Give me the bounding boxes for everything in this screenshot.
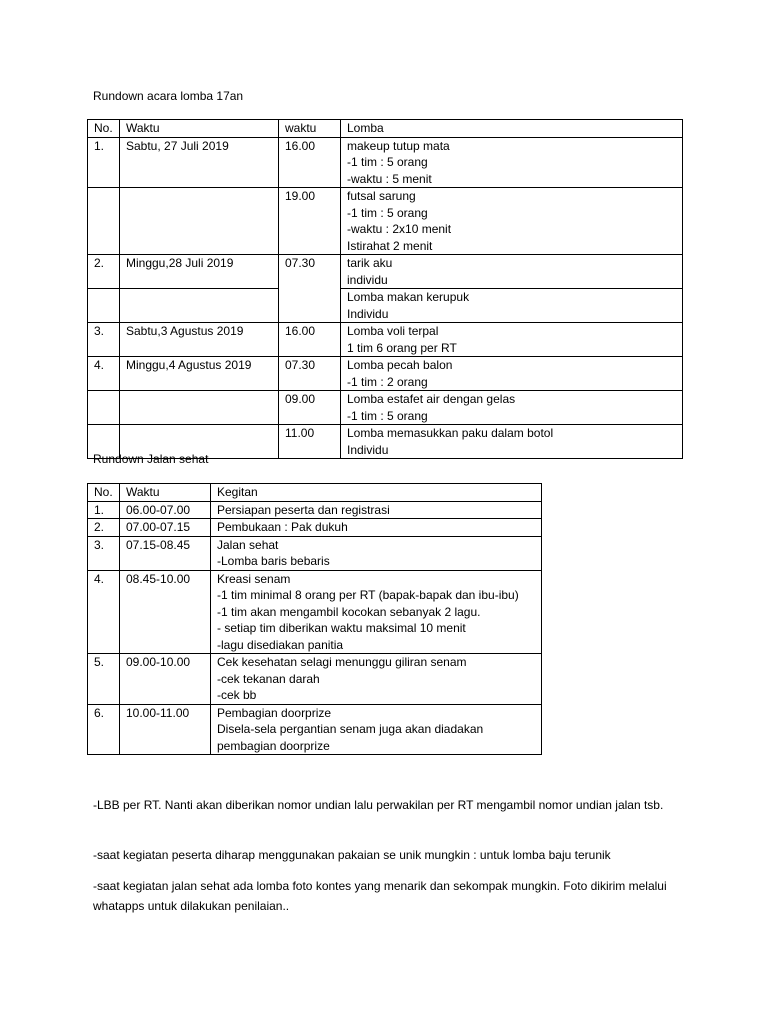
cell-line: tarik aku <box>347 256 393 270</box>
cell-line: -waktu : 2x10 menit <box>347 222 452 236</box>
lomba-header-row <box>88 120 683 138</box>
cell-line: futsal sarung <box>347 189 416 203</box>
cell-lomba <box>341 425 683 459</box>
cell-waktu: 08.45-10.00 <box>120 570 211 654</box>
cell-no <box>88 289 120 323</box>
cell-line: -cek tekanan darah <box>217 671 320 686</box>
cell-tanggal <box>120 289 279 323</box>
cell-line: Individu <box>347 442 389 457</box>
cell-tanggal: Sabtu, 27 Juli 2019 <box>120 137 279 188</box>
cell-no: 2. <box>88 519 120 537</box>
cell-jam: 09.00 <box>279 391 341 425</box>
cell-jam: 07.30 <box>279 255 341 323</box>
jalan-sehat-header-row <box>88 484 542 502</box>
cell-line: Istirahat 2 menit <box>347 238 433 253</box>
cell-line: Pembagian doorprize <box>217 705 332 720</box>
header-no: No. <box>88 484 120 502</box>
cell-lomba <box>341 357 683 391</box>
note-paragraph: -saat kegiatan peserta diharap menggunakan pakaian se unik mungkin : untuk lomba baju terunik <box>93 848 611 862</box>
cell-line: Kreasi senam <box>217 571 291 586</box>
cell-tanggal <box>120 188 279 255</box>
table-row <box>88 323 683 357</box>
cell-line: Persiapan peserta dan registrasi <box>217 502 390 517</box>
cell-tanggal <box>120 391 279 425</box>
cell-line: -Lomba baris bebaris <box>217 554 330 568</box>
cell-kegiatan <box>211 704 542 755</box>
cell-no: 1. <box>88 137 120 188</box>
cell-no: 3. <box>88 536 120 570</box>
cell-kegiatan <box>211 654 542 705</box>
cell-kegiatan <box>211 570 542 654</box>
cell-kegiatan <box>211 536 542 570</box>
cell-tanggal: Sabtu,3 Agustus 2019 <box>120 323 279 357</box>
cell-line: Individu <box>347 306 389 321</box>
cell-line: -1 tim : 5 orang <box>347 155 428 169</box>
cell-jam: 11.00 <box>279 425 341 459</box>
cell-line: -1 tim akan mengambil kocokan sebanyak 2 lagu. <box>217 604 481 619</box>
cell-waktu: 07.00-07.15 <box>120 519 211 537</box>
table-row <box>88 704 542 755</box>
cell-line: Lomba pecah balon <box>347 358 453 372</box>
cell-lomba <box>341 323 683 357</box>
cell-line: Lomba estafet air dengan gelas <box>347 392 516 406</box>
cell-kegiatan <box>211 519 542 537</box>
note-paragraph: -saat kegiatan jalan sehat ada lomba foto kontes yang menarik dan sekompak mungkin. Foto dikirim melalui whatapps untuk dilakukan penilaian.. <box>93 879 667 913</box>
note-paragraph: -LBB per RT. Nanti akan diberikan nomor undian lalu perwakilan per RT mengambil nomor undian jalan tsb. <box>93 798 664 812</box>
table-row <box>88 536 542 570</box>
table-row <box>88 391 683 425</box>
cell-no: 4. <box>88 570 120 654</box>
header-waktu: Waktu <box>120 120 279 138</box>
lomba-title: Rundown acara lomba 17an <box>93 89 244 103</box>
cell-line: - setiap tim diberikan waktu maksimal 10 menit <box>217 621 466 635</box>
header-waktu: Waktu <box>120 484 211 502</box>
cell-line: -lagu disediakan panitia <box>217 637 344 652</box>
table-row <box>88 188 683 255</box>
cell-line: Cek kesehatan selagi menunggu giliran senam <box>217 655 467 669</box>
cell-lomba <box>341 289 683 323</box>
header-no: No. <box>88 120 120 138</box>
table-row <box>88 137 683 188</box>
cell-lomba <box>341 137 683 188</box>
cell-no: 2. <box>88 255 120 289</box>
cell-line: makeup tutup mata <box>347 138 450 153</box>
cell-no: 4. <box>88 357 120 391</box>
jalan-sehat-table <box>87 483 542 755</box>
cell-lomba <box>341 188 683 255</box>
cell-line: Pembukaan : Pak dukuh <box>217 520 348 534</box>
cell-line: Lomba memasukkan paku dalam botol <box>347 426 554 440</box>
cell-jam: 16.00 <box>279 137 341 188</box>
table-row <box>88 255 683 289</box>
table-row <box>88 357 683 391</box>
cell-line: -1 tim : 5 orang <box>347 205 428 220</box>
cell-waktu: 07.15-08.45 <box>120 536 211 570</box>
cell-line: Jalan sehat <box>217 537 279 552</box>
jalan-sehat-title: Rundown Jalan sehat <box>93 452 209 466</box>
table-row <box>88 654 542 705</box>
table-row <box>88 501 542 519</box>
cell-line: Disela-sela pergantian senam juga akan diadakan pembagian doorprize <box>217 722 484 753</box>
table-row <box>88 570 542 654</box>
cell-line: -1 tim minimal 8 orang per RT (bapak-bapak dan ibu-ibu) <box>217 588 519 602</box>
cell-line: -1 tim : 2 orang <box>347 374 428 389</box>
cell-line: 1 tim 6 orang per RT <box>347 340 457 355</box>
cell-no: 1. <box>88 501 120 519</box>
cell-line: individu <box>347 272 388 287</box>
cell-kegiatan <box>211 501 542 519</box>
cell-jam: 07.30 <box>279 357 341 391</box>
cell-jam: 16.00 <box>279 323 341 357</box>
cell-line: -cek bb <box>217 688 257 702</box>
cell-line: -1 tim : 5 orang <box>347 408 428 423</box>
cell-waktu: 09.00-10.00 <box>120 654 211 705</box>
cell-no: 5. <box>88 654 120 705</box>
header-kegiatan: Kegitan <box>211 484 542 502</box>
header-jam: waktu <box>279 120 341 138</box>
cell-line: Lomba makan kerupuk <box>347 290 470 304</box>
cell-no: 3. <box>88 323 120 357</box>
table-row <box>88 519 542 537</box>
cell-line: Lomba voli terpal <box>347 324 439 338</box>
cell-jam: 19.00 <box>279 188 341 255</box>
header-lomba: Lomba <box>341 120 683 138</box>
cell-lomba <box>341 255 683 289</box>
cell-no <box>88 391 120 425</box>
cell-no: 6. <box>88 704 120 755</box>
cell-waktu: 10.00-11.00 <box>120 704 211 755</box>
cell-line: -waktu : 5 menit <box>347 171 432 186</box>
cell-waktu: 06.00-07.00 <box>120 501 211 519</box>
cell-tanggal: Minggu,4 Agustus 2019 <box>120 357 279 391</box>
table-row <box>88 289 683 323</box>
cell-lomba <box>341 391 683 425</box>
cell-tanggal: Minggu,28 Juli 2019 <box>120 255 279 289</box>
lomba-table <box>87 119 683 459</box>
cell-no <box>88 188 120 255</box>
